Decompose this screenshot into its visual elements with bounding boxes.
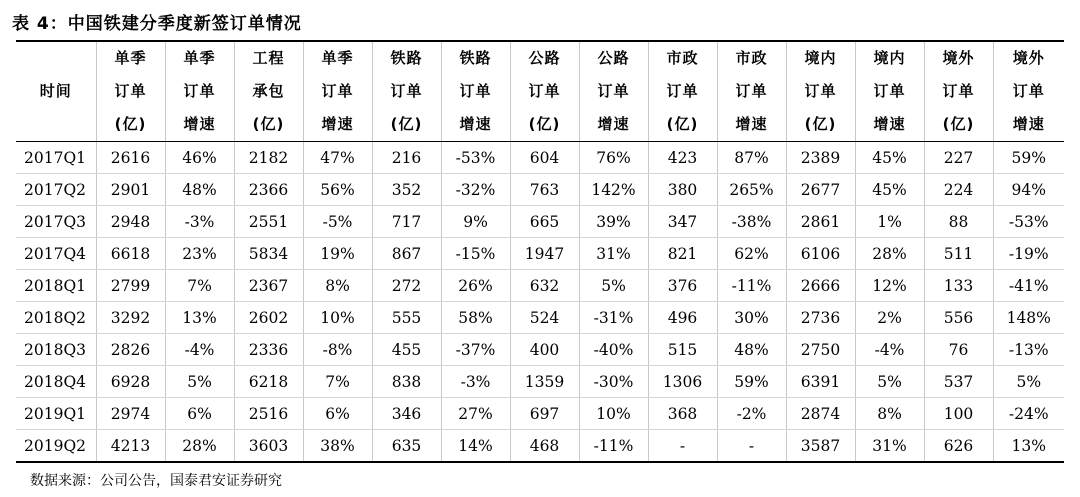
header-cell: (亿): [786, 108, 855, 142]
table-cell: 133: [924, 270, 993, 302]
table-cell: 1947: [510, 238, 579, 270]
header-cell: 境外: [993, 41, 1064, 75]
table-cell: 2861: [786, 206, 855, 238]
header-cell: 铁路: [441, 41, 510, 75]
table-cell: 31%: [579, 238, 648, 270]
table-header: [16, 41, 1064, 142]
header-row: [16, 41, 1064, 75]
header-cell: 工程: [234, 41, 303, 75]
table-cell: 76: [924, 334, 993, 366]
table-cell: 380: [648, 174, 717, 206]
table-cell: 28%: [855, 238, 924, 270]
table-cell: 59%: [717, 366, 786, 398]
header-cell: 订单: [786, 75, 855, 108]
table-cell: 5%: [855, 366, 924, 398]
table-cell: -24%: [993, 398, 1064, 430]
table-cell: -4%: [855, 334, 924, 366]
table-cell: 537: [924, 366, 993, 398]
table-cell: 5%: [579, 270, 648, 302]
table-cell: 346: [372, 398, 441, 430]
table-cell: 555: [372, 302, 441, 334]
table-cell: -3%: [165, 206, 234, 238]
table-cell: 31%: [855, 430, 924, 463]
table-cell: 347: [648, 206, 717, 238]
table-cell: 46%: [165, 142, 234, 174]
table-cell: 556: [924, 302, 993, 334]
row-period-cell: 2017Q3: [16, 206, 96, 238]
table-cell: -15%: [441, 238, 510, 270]
header-cell: (亿): [648, 108, 717, 142]
table-cell: 28%: [165, 430, 234, 463]
header-cell: 订单: [303, 75, 372, 108]
table-cell: 7%: [303, 366, 372, 398]
header-cell: 公路: [579, 41, 648, 75]
table-cell: 227: [924, 142, 993, 174]
table-cell: 2948: [96, 206, 165, 238]
table-cell: 2366: [234, 174, 303, 206]
table-cell: 14%: [441, 430, 510, 463]
table-cell: 717: [372, 206, 441, 238]
table-cell: 423: [648, 142, 717, 174]
table-cell: 2750: [786, 334, 855, 366]
table-row: [16, 334, 1064, 366]
header-cell: 订单: [441, 75, 510, 108]
table-cell: 2736: [786, 302, 855, 334]
table-cell: 1%: [855, 206, 924, 238]
table-cell: 2826: [96, 334, 165, 366]
header-cell: 订单: [96, 75, 165, 108]
header-cell: 增速: [993, 108, 1064, 142]
header-row: [16, 75, 1064, 108]
header-cell: 订单: [579, 75, 648, 108]
table-row: [16, 398, 1064, 430]
table-cell: 604: [510, 142, 579, 174]
table-cell: 2799: [96, 270, 165, 302]
table-row: [16, 302, 1064, 334]
table-cell: 821: [648, 238, 717, 270]
table-cell: -37%: [441, 334, 510, 366]
header-cell: 境内: [786, 41, 855, 75]
table-cell: -41%: [993, 270, 1064, 302]
header-cell: 增速: [303, 108, 372, 142]
table-cell: 2901: [96, 174, 165, 206]
header-cell: 增速: [855, 108, 924, 142]
table-cell: 10%: [579, 398, 648, 430]
table-cell: 7%: [165, 270, 234, 302]
header-cell: 境外: [924, 41, 993, 75]
table-cell: 48%: [717, 334, 786, 366]
table-row: [16, 174, 1064, 206]
table-cell: -8%: [303, 334, 372, 366]
table-cell: 88: [924, 206, 993, 238]
table-cell: 3603: [234, 430, 303, 463]
table-cell: 59%: [993, 142, 1064, 174]
header-row: [16, 108, 1064, 142]
table-cell: 9%: [441, 206, 510, 238]
table-cell: 2516: [234, 398, 303, 430]
header-cell: 订单: [510, 75, 579, 108]
table-cell: 665: [510, 206, 579, 238]
table-cell: 2367: [234, 270, 303, 302]
table-cell: -3%: [441, 366, 510, 398]
header-cell: 订单: [1012, 82, 1045, 100]
table-cell: 45%: [855, 174, 924, 206]
table-cell: 2874: [786, 398, 855, 430]
row-period-cell: 2018Q1: [16, 270, 96, 302]
table-cell: 2551: [234, 206, 303, 238]
header-cell-time: 时间: [16, 41, 96, 142]
header-cell: 单季: [96, 41, 165, 75]
table-body: [16, 142, 1064, 463]
table-cell: 1359: [510, 366, 579, 398]
table-cell: 6218: [234, 366, 303, 398]
table-cell: -2%: [717, 398, 786, 430]
header-cell: (亿): [96, 108, 165, 142]
table-cell: 47%: [303, 142, 372, 174]
table-cell: 5%: [993, 366, 1064, 398]
header-cell: 增速: [717, 108, 786, 142]
table-cell: 27%: [441, 398, 510, 430]
table-cell: -38%: [717, 206, 786, 238]
table-cell: 6928: [96, 366, 165, 398]
table-cell: 13%: [993, 430, 1064, 463]
table-row: [16, 430, 1064, 463]
table-cell: 58%: [441, 302, 510, 334]
header-cell: 增速: [441, 108, 510, 142]
table-cell: 6391: [786, 366, 855, 398]
table-cell: 48%: [165, 174, 234, 206]
table-cell: 8%: [855, 398, 924, 430]
header-cell: 境内: [855, 41, 924, 75]
table-cell: 13%: [165, 302, 234, 334]
table-cell: 511: [924, 238, 993, 270]
table-cell: 455: [372, 334, 441, 366]
table-cell: -31%: [579, 302, 648, 334]
table-cell: 2666: [786, 270, 855, 302]
table-cell: 496: [648, 302, 717, 334]
table-cell: -30%: [579, 366, 648, 398]
header-cell: 订单: [855, 75, 924, 108]
table-cell: 635: [372, 430, 441, 463]
table-cell: 352: [372, 174, 441, 206]
table-cell: 100: [924, 398, 993, 430]
row-period-cell: 2017Q2: [16, 174, 96, 206]
table-cell: 2389: [786, 142, 855, 174]
table-cell: -11%: [579, 430, 648, 463]
table-cell: 224: [924, 174, 993, 206]
table-cell: 39%: [579, 206, 648, 238]
table-title: 表 4：中国铁建分季度新签订单情况: [12, 14, 302, 34]
source-note: 数据来源：公司公告，国泰君安证券研究: [30, 473, 282, 489]
table-cell: 5834: [234, 238, 303, 270]
table-cell: -19%: [993, 238, 1064, 270]
table-cell: -11%: [717, 270, 786, 302]
table-cell: 3292: [96, 302, 165, 334]
row-period-cell: 2017Q4: [16, 238, 96, 270]
row-period-cell: 2019Q2: [16, 430, 96, 463]
table-cell: 23%: [165, 238, 234, 270]
table-cell: 2974: [96, 398, 165, 430]
table-cell: 30%: [717, 302, 786, 334]
table-cell: 76%: [579, 142, 648, 174]
table-cell: 56%: [303, 174, 372, 206]
header-cell: (亿): [372, 108, 441, 142]
table-cell: 524: [510, 302, 579, 334]
header-cell: 铁路: [372, 41, 441, 75]
row-period-cell: 2019Q1: [16, 398, 96, 430]
table-cell: 8%: [303, 270, 372, 302]
table-cell: 376: [648, 270, 717, 302]
header-cell: (亿): [924, 108, 993, 142]
header-cell: 增速: [579, 108, 648, 142]
header-cell: 订单: [372, 75, 441, 108]
table-cell: 19%: [303, 238, 372, 270]
table-cell: 2677: [786, 174, 855, 206]
table-cell: 5%: [165, 366, 234, 398]
table-cell: 4213: [96, 430, 165, 463]
table-cell: 697: [510, 398, 579, 430]
table-cell: 26%: [441, 270, 510, 302]
row-period-cell: 2017Q1: [16, 142, 96, 174]
header-cell: 市政: [648, 41, 717, 75]
header-cell: (亿): [510, 108, 579, 142]
table-cell: -4%: [165, 334, 234, 366]
table-cell: 1306: [648, 366, 717, 398]
header-cell: 单季: [165, 41, 234, 75]
header-cell: 订单: [165, 75, 234, 108]
row-period-cell: 2018Q2: [16, 302, 96, 334]
header-cell: 单季: [303, 41, 372, 75]
table-cell: 763: [510, 174, 579, 206]
row-period-cell: 2018Q3: [16, 334, 96, 366]
table-cell: -53%: [993, 206, 1064, 238]
table-cell: 400: [510, 334, 579, 366]
table-cell: 6618: [96, 238, 165, 270]
table-cell: 2%: [855, 302, 924, 334]
table-cell: -: [717, 430, 786, 463]
table-cell: 838: [372, 366, 441, 398]
table-cell: 216: [372, 142, 441, 174]
table-cell: 265%: [717, 174, 786, 206]
header-cell: 订单: [717, 75, 786, 108]
table-row: [16, 142, 1064, 174]
table-cell: 62%: [717, 238, 786, 270]
table-cell: -13%: [993, 334, 1064, 366]
table-cell: 867: [372, 238, 441, 270]
table-cell: -5%: [303, 206, 372, 238]
table-cell: 515: [648, 334, 717, 366]
table-cell: 626: [924, 430, 993, 463]
header-cell: (亿): [234, 108, 303, 142]
table-cell: 148%: [993, 302, 1064, 334]
header-cell: 承包: [234, 75, 303, 108]
table-cell: 2616: [96, 142, 165, 174]
table-cell: 2602: [234, 302, 303, 334]
table-cell: -40%: [579, 334, 648, 366]
table-cell: 2336: [234, 334, 303, 366]
table-cell: 12%: [855, 270, 924, 302]
table-cell: 10%: [303, 302, 372, 334]
header-cell: 市政: [717, 41, 786, 75]
table-row: [16, 206, 1064, 238]
table-cell: 2182: [234, 142, 303, 174]
table-cell: 142%: [579, 174, 648, 206]
table-cell: -: [648, 430, 717, 463]
table-cell: -32%: [441, 174, 510, 206]
table-row: [16, 270, 1064, 302]
table-cell: 6106: [786, 238, 855, 270]
table-cell: 632: [510, 270, 579, 302]
table-cell: 3587: [786, 430, 855, 463]
table-cell: 368: [648, 398, 717, 430]
table-cell: 272: [372, 270, 441, 302]
table-cell: 38%: [303, 430, 372, 463]
table-cell: 87%: [717, 142, 786, 174]
table-cell: 45%: [855, 142, 924, 174]
header-cell: 增速: [165, 108, 234, 142]
table-row: [16, 238, 1064, 270]
header-cell: 订单: [648, 75, 717, 108]
header-cell: 订单: [924, 75, 993, 108]
header-cell: 公路: [510, 41, 579, 75]
table-cell: 6%: [165, 398, 234, 430]
table-cell: 6%: [303, 398, 372, 430]
table-cell: 468: [510, 430, 579, 463]
table-cell: -53%: [441, 142, 510, 174]
table-row: [16, 366, 1064, 398]
table-cell: 94%: [993, 174, 1064, 206]
orders-table: [16, 40, 1064, 463]
row-period-cell: 2018Q4: [16, 366, 96, 398]
